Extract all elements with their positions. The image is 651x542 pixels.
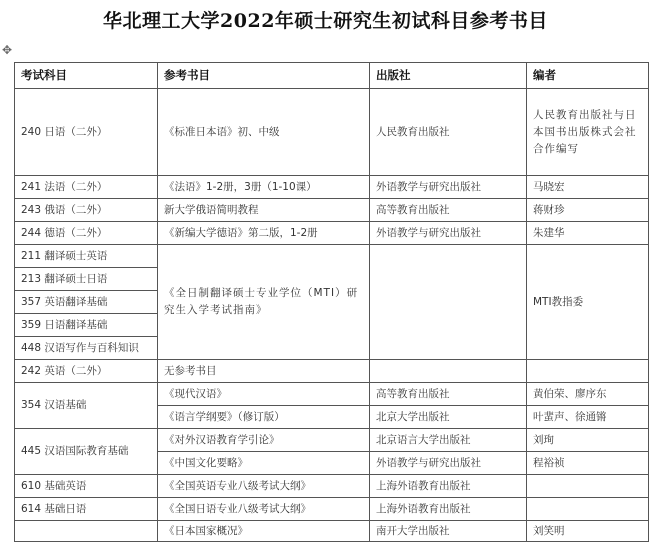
book-cell: 《标准日本语》初、中级 [158, 89, 370, 176]
subject-cell: 243 俄语（二外） [15, 199, 158, 222]
editor-cell: 人民教育出版社与日本国书出版株式会社合作编写 [527, 89, 649, 176]
header-publisher: 出版社 [370, 63, 527, 89]
editor-cell: 程裕祯 [527, 452, 649, 475]
table-row [15, 429, 649, 452]
table-row [15, 475, 649, 498]
publisher-cell: 上海外语教育出版社 [370, 498, 527, 521]
book-cell: 无参考书目 [158, 360, 370, 383]
subject-cell: 448 汉语写作与百科知识 [15, 337, 158, 360]
subject-cell [15, 521, 158, 542]
table-row [15, 360, 649, 383]
publisher-cell: 高等教育出版社 [370, 199, 527, 222]
publisher-cell [370, 360, 527, 383]
editor-cell: 蒋财珍 [527, 199, 649, 222]
editor-cell: 马晓宏 [527, 176, 649, 199]
book-cell: 《全国英语专业八级考试大纲》 [158, 475, 370, 498]
editor-cell [527, 360, 649, 383]
header-subject: 考试科目 [15, 63, 158, 89]
subject-cell: 211 翻译硕士英语 [15, 245, 158, 268]
publisher-cell: 外语教学与研究出版社 [370, 222, 527, 245]
subject-cell: 610 基础英语 [15, 475, 158, 498]
reference-book-table [14, 62, 649, 542]
table-header-row [15, 63, 649, 89]
subject-cell: 242 英语（二外） [15, 360, 158, 383]
publisher-cell: 人民教育出版社 [370, 89, 527, 176]
subject-cell: 240 日语（二外） [15, 89, 158, 176]
header-editor: 编者 [527, 63, 649, 89]
publisher-cell: 外语教学与研究出版社 [370, 176, 527, 199]
publisher-cell [370, 245, 527, 360]
header-book: 参考书目 [158, 63, 370, 89]
table-move-handle-icon[interactable]: ✥ [2, 43, 13, 57]
book-cell: 《全日制翻译硕士专业学位（MTI）研究生入学考试指南》 [158, 245, 370, 360]
book-cell: 《对外汉语教育学引论》 [158, 429, 370, 452]
editor-cell [527, 498, 649, 521]
book-cell: 《全国日语专业八级考试大纲》 [158, 498, 370, 521]
table-row [15, 199, 649, 222]
table-row [15, 245, 649, 268]
subject-cell: 357 英语翻译基础 [15, 291, 158, 314]
subject-cell: 244 德语（二外） [15, 222, 158, 245]
table-row [15, 521, 649, 542]
publisher-cell: 高等教育出版社 [370, 383, 527, 406]
subject-cell: 445 汉语国际教育基础 [15, 429, 158, 475]
book-cell: 新大学俄语简明教程 [158, 199, 370, 222]
book-cell: 《语言学纲要》（修订版） [158, 406, 370, 429]
editor-cell: 黄伯荣、廖序东 [527, 383, 649, 406]
table-row [15, 89, 649, 176]
publisher-cell: 北京语言大学出版社 [370, 429, 527, 452]
table-row [15, 383, 649, 406]
publisher-cell: 外语教学与研究出版社 [370, 452, 527, 475]
publisher-cell: 南开大学出版社 [370, 521, 527, 542]
table-row [15, 176, 649, 199]
publisher-cell: 上海外语教育出版社 [370, 475, 527, 498]
subject-cell: 359 日语翻译基础 [15, 314, 158, 337]
editor-cell: MTI教指委 [527, 245, 649, 360]
table-row [15, 498, 649, 521]
book-cell: 《法语》1-2册，3册（1-10课） [158, 176, 370, 199]
subject-cell: 354 汉语基础 [15, 383, 158, 429]
table-row [15, 222, 649, 245]
subject-cell: 614 基础日语 [15, 498, 158, 521]
book-cell: 《新编大学德语》第二版，1-2册 [158, 222, 370, 245]
publisher-cell: 北京大学出版社 [370, 406, 527, 429]
editor-cell: 叶蜚声、徐通锵 [527, 406, 649, 429]
subject-cell: 241 法语（二外） [15, 176, 158, 199]
editor-cell: 刘珣 [527, 429, 649, 452]
book-cell: 《中国文化要略》 [158, 452, 370, 475]
book-cell: 《现代汉语》 [158, 383, 370, 406]
page-title: 华北理工大学2022年硕士研究生初试科目参考书目 [103, 10, 548, 32]
subject-cell: 213 翻译硕士日语 [15, 268, 158, 291]
editor-cell: 刘笑明 [527, 521, 649, 542]
book-cell: 《日本国家概况》 [158, 521, 370, 542]
editor-cell [527, 475, 649, 498]
editor-cell: 朱建华 [527, 222, 649, 245]
